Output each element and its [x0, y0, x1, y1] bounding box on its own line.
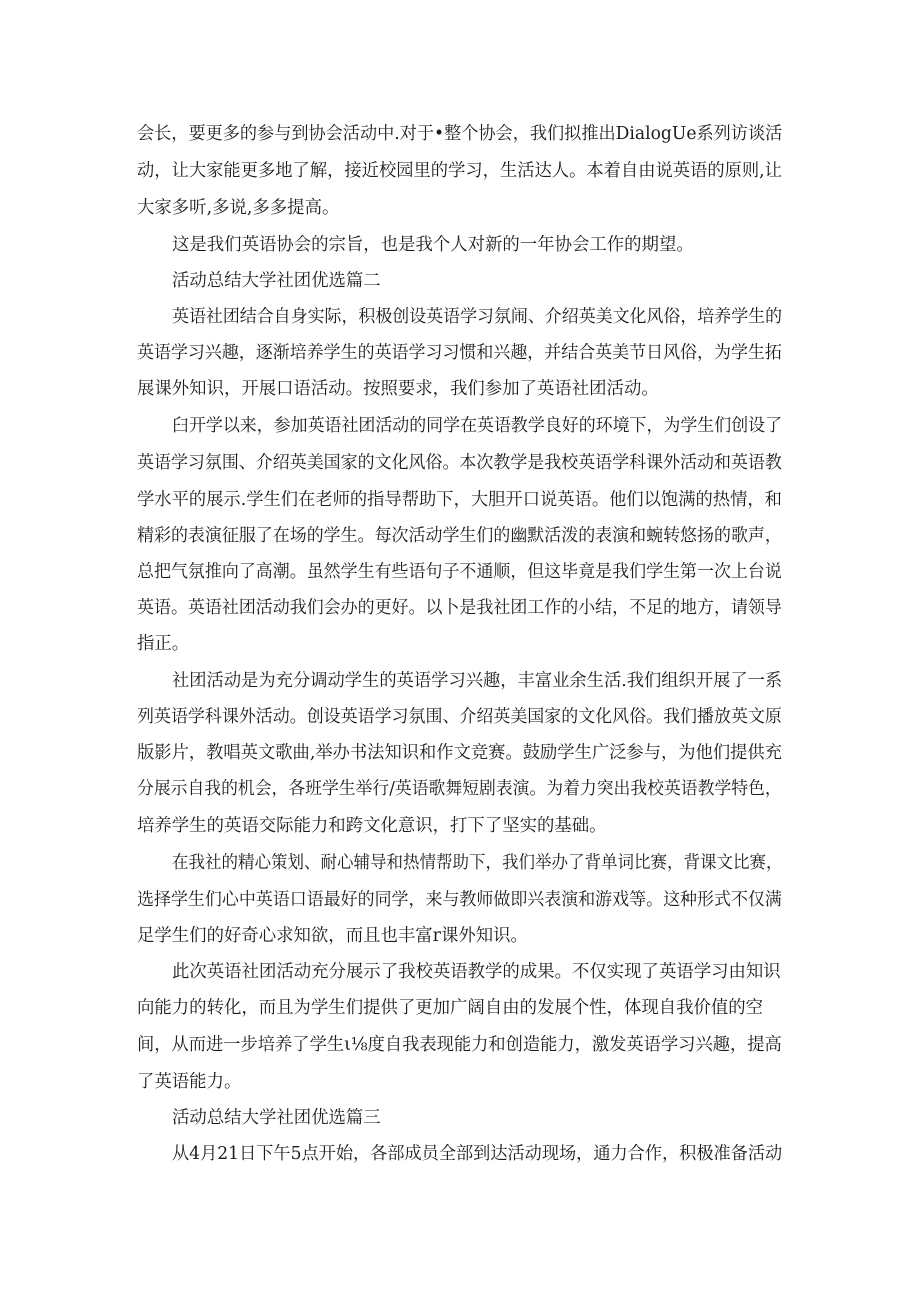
text-line: 指正。 [137, 634, 190, 654]
text-line: 会长，要更多的参与到协会活动中.对于•整个协会，我们拟推出DialogUe系列访谈活 [137, 124, 783, 144]
text-line: 这是我们英语协会的宗旨，也是我个人对新的一年协会工作的期望。 [172, 235, 694, 255]
text-line: 间，从而进一步培养了学生ι⅛度自我表现能力和创造能力，激发英语学习兴趣，提高 [137, 1035, 782, 1055]
text-line: 英语。英语社团活动我们会办的更好。以卜是我社团工作的小结，不足的地方，请领导 [137, 598, 782, 618]
text-line: 英语学习兴趣，逐渐培养学生的英语学习习惯和兴趣，并结合英美节日风俗，为学生拓 [137, 343, 782, 363]
text-line: 大家多听,多说,多多提高。 [137, 198, 340, 218]
text-line: 分展示自我的机会，各班学生举行/英语歌舞短剧表演。为着力突出我校英语教学特色， [137, 779, 782, 799]
text-line: 培养学生的英语交际能力和跨文化意识，打下了坚实的基础。 [137, 816, 607, 836]
text-line: 从4月21日下午5点开始，各部成员全部到达活动现场，通力合作，积极准备活动 [172, 1144, 783, 1164]
text-line: 精彩的表演征服了在场的学生。每次活动学生们的幽默活泼的表演和蜿转悠扬的歌声， [137, 526, 782, 546]
text-line: 动，让大家能更多地了解，接近校园里的学习，生活达人。本着自由说英语的原则,让 [137, 161, 782, 181]
text-line: 在我社的精心策划、耐心辅导和热情帮助下，我们举办了背单词比赛，背课文比赛， [172, 853, 783, 873]
text-line: 臼开学以来，参加英语社团活动的同学在英语教学良好的环境下，为学生们创设了 [172, 416, 783, 436]
text-line: 了英语能力。 [137, 1072, 242, 1092]
text-line: 英语学习氛围、介绍英美国家的文化风俗。本次教学是我校英语学科课外活动和英语教 [137, 453, 782, 473]
text-line: 向能力的转化，而且为学生们提供了更加广阔自由的发展个性，体现自我价值的空 [137, 998, 764, 1018]
text-line: 列英语学科课外活动。创设英语学习氛围、介绍英美国家的文化风俗。我们播放英文原 [137, 707, 782, 727]
section-heading: 活动总结大学社团优选篇三 [172, 1108, 381, 1128]
text-line: 学水平的展示.学生们在老师的指导帮助下，大胆开口说英语。他们以饱满的热情，和 [137, 490, 782, 510]
text-line: 选择学生们心中英语口语最好的同学，来与教师做即兴表演和游戏等。这种形式不仅满 [137, 890, 782, 910]
text-line: 版影片，教唱英文歌曲,举办书法知识和作文竞赛。鼓励学生广泛参与，为他们提供充 [137, 743, 782, 763]
text-line: 此次英语社团活动充分展示了我校英语教学的成果。不仅实现了英语学习由知识 [172, 962, 781, 982]
text-line: 英语社团结合自身实际，积极创设英语学习氛闹、介绍英美文化风俗，培养学生的 [172, 307, 783, 327]
text-line: 总把气氛推向了高潮。虽然学生有些语句子不通顺，但这毕竟是我们学生第一次上台说 [137, 562, 782, 582]
text-line: 足学生们的好奇心求知欲，而且也丰富r课外知识。 [137, 926, 528, 946]
text-line: 社团活动是为充分调动学生的英语学习兴趣，丰富业余生活.我们组织开展了一系 [172, 671, 783, 691]
section-heading: 活动总结大学社团优选篇二 [172, 271, 381, 291]
text-line: 展课外知识，开展口语活动。按照要求，我们参加了英语社团活动。 [137, 379, 659, 399]
